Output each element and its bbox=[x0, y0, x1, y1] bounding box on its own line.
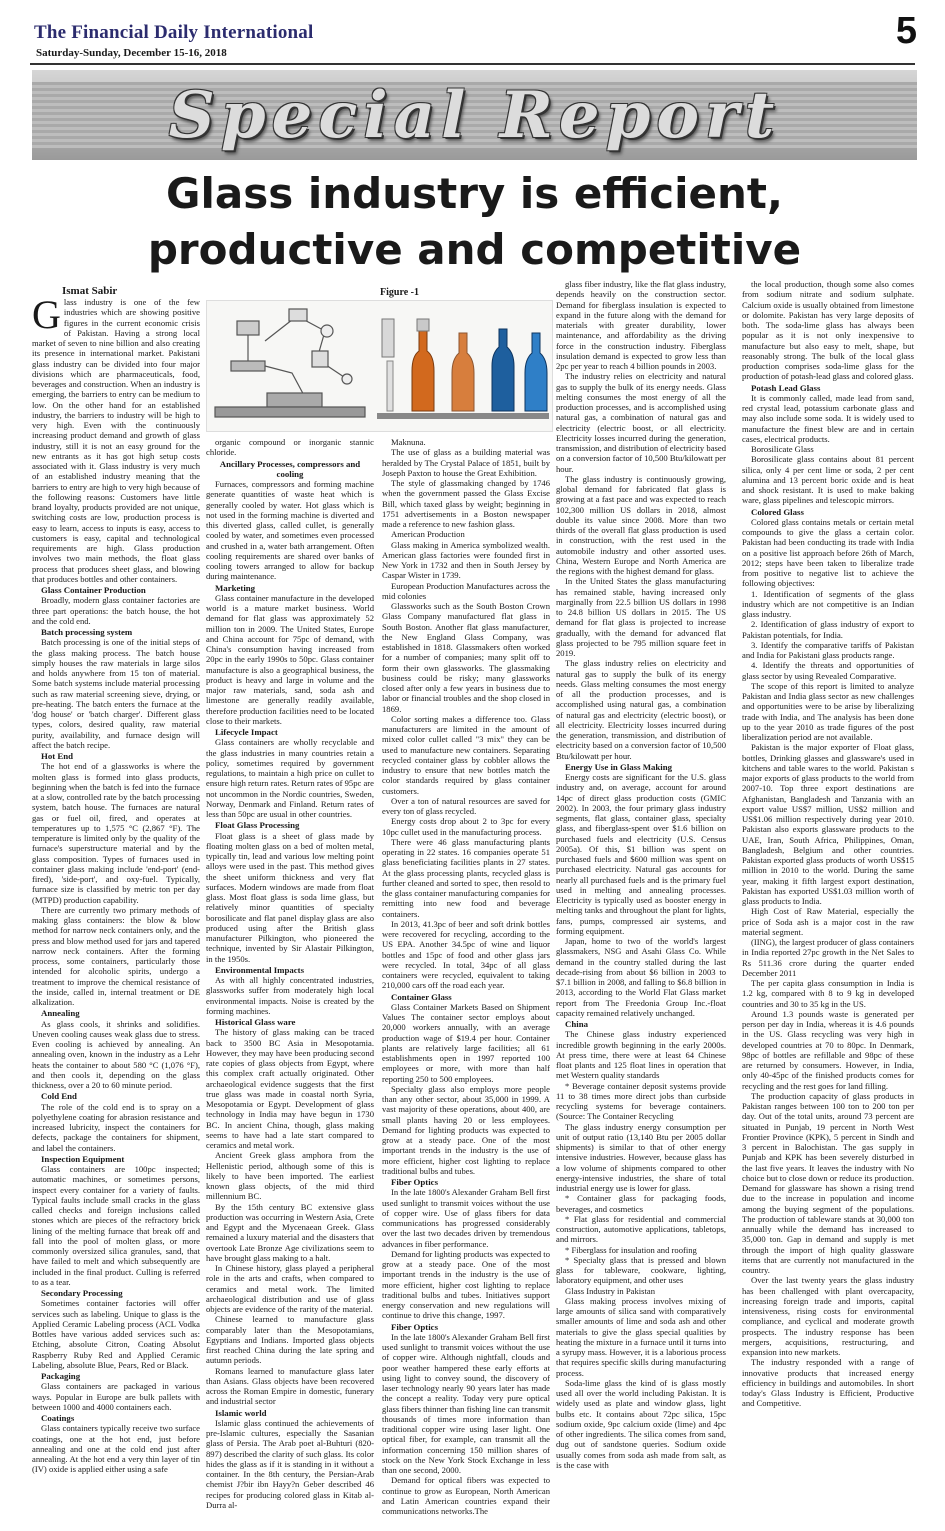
paragraph: Borosilicate Glass bbox=[751, 444, 814, 454]
subheading: Secondary Processing bbox=[41, 1288, 123, 1298]
paragraph: Soda-lime glass the kind of is glass mostly used all over the world including Pakistan. It is widely used as plate and window glass, light bulbs etc. It contains about 72pc silica, 15pc sodium oxide, 9pc calcium oxide (lime) and 4pc of other ingredients. The silica comes from sand, dug out of sandstone queries. Sodium oxide usually comes from soda ash made from salt, as is the case with bbox=[556, 1377, 726, 1470]
bottle-stages bbox=[377, 319, 549, 419]
byline: Ismat Sabir bbox=[62, 285, 118, 297]
paragraph: Furnaces, compressors and forming machine generate quantities of waste heat which is generally cooled by water. Hot glass which is not used in the forming machine is diverted and this diverted glass, called cullet, is generally cooled by water, and sometimes even processed and crushed in a, water bath arrangement. Often cooling requirements are shared over banks of cooling towers arranged to allow for backup during maintenance. bbox=[206, 479, 374, 582]
paragraph: Around 1.3 pounds waste is generated per person per day in India, whereas it is 4.6 pounds in the US. Glass recycling was very high in developed countries at 70 to 80pc. In Denmark, 98pc of bottles are refillable and 98pc of these are returned by consumers. However, in India, only 40-45pc of the finished products comes for recycling and the rest goes for land filling. bbox=[742, 1008, 914, 1091]
paragraph: There are currently two primary methods of making glass containers: the blow & blow method for narrow neck containers only, and the press and blow method used for jars and tapered narrow neck containers. After the forming process, some containers, particularly those intended for alcoholic spirits, undergo a treatment to improve the chemical resistance of the inside, called in, internal treatment or DE alkalization. bbox=[32, 904, 200, 1007]
subheading: Cold End bbox=[41, 1091, 77, 1102]
paragraph: Glass making process involves mixing of large amounts of silica sand with comparatively smaller amounts of lime and soda ash and other materials to give the glass special qualities by heating the mixture in a furnace until it turns into a syrupy mass. However, it is a laborious process that requires specific skills during manufacturing process. bbox=[556, 1295, 726, 1378]
paragraph: the local production, though some also comes from sodium nitrate and sodium sulphate. Calcium oxide is usually obtained from limestone or dolomite. Pakistan has very large deposits of both. The soda-lime glass has always been popular as it is not only inexpensive to manufacture but also easy to melt, shape, but reasonably strong. The bulk of the local glass production comprises soda-lime glass for the production of potash-lead glass and colored glass. bbox=[742, 279, 914, 382]
subheading: Container Glass bbox=[391, 991, 452, 1002]
paragraph: The use of glass as a building material was heralded by The Crystal Palace of 1851, built by Joseph Paxton to house the Great Exhibition. bbox=[382, 447, 550, 478]
paragraph: 3. Identify the comparative tariffs of Pakistan and India for Pakistani glass products range. bbox=[742, 639, 914, 660]
paragraph: 2. Identification of glass industry of export to Pakistan potentials, for India. bbox=[742, 619, 914, 640]
paragraph: The history of glass making can be traced back to 3500 BC Asia in Mesopotamia. However, they may have been producing second rate copies of glass objects from Egypt, where this complex craft actually originated. Other archaeological evidence suggests that the first true glass was made in coastal north Syria, Mesopotamia or Egypt. Development of glass technology in India may have begun in 1730 BC. In ancient China, though, glass making seems to have had a late start compared to ceramics and metal work. bbox=[206, 1027, 374, 1150]
paragraph: Romans learned to manufacture glass later than Asians. Glass objects have been recovered across the Roman Empire in domestic, funerary and industrial sector bbox=[206, 1365, 374, 1407]
paragraph: Energy costs drop about 2 to 3pc for every 10pc cullet used in the manufacturing process. bbox=[382, 816, 550, 837]
paragraph: Ancient Greek glass amphora from the Hellenistic period, although some of this is likely to have been imported. The earliest known glass objects, of the mid third millennium BC. bbox=[206, 1150, 374, 1202]
paragraph: Glass containers are packaged in various ways. Popular in Europe are bulk pallets with between 1000 and 4000 containers each. bbox=[32, 1381, 200, 1412]
paragraph: Specialty glass also employs more people than any other sector, about 35,000 in 1999. A vast majority of these operations, about 400, are small plants having 20 or less employees. Demand for lighting products was expected to grow at a steady pace. One of the most important trends in the industry is the use of more efficient, higher cost lighting to replace traditional bulbs and tubes. bbox=[382, 1083, 550, 1176]
subheading: Fiber Optics bbox=[391, 1321, 438, 1332]
paragraph: European Production Manufactures across the mid colonies bbox=[382, 580, 550, 601]
paragraph: The role of the cold end is to spray on a polyethylene coating for abrasion resistance and increased lubricity, inspect the containers for defects, package the containers for shipment, and label the containers. bbox=[32, 1101, 200, 1153]
section-label: Special Report bbox=[168, 78, 781, 153]
issue-date: Saturday-Sunday, December 15-16, 2018 bbox=[36, 47, 227, 59]
paragraph: Glass making in America symbolized wealth. American glass factories were founded first in New York in 1732 and then in South Jersey by Caspar Wister in 1739. bbox=[382, 539, 550, 581]
article-column-1 bbox=[32, 297, 200, 1525]
paragraph: * Specialty glass that is pressed and blown glass for tableware, cookware, lighting, laboratory equipment, and other uses bbox=[556, 1254, 726, 1286]
subheading: Environmental Impacts bbox=[215, 964, 305, 975]
paragraph: In the late 1800's Alexander Graham Bell first used sunlight to transmit voices without the use of copper wire. Use of glass fibers for data communications has progressed considerably over the last two decades driven by tremendous advances in fiber performance. bbox=[382, 1187, 550, 1249]
paragraph: Over a ton of natural resources are saved for every ton of glass recycled. bbox=[382, 795, 550, 816]
masthead-rule bbox=[30, 63, 915, 65]
paragraph: Japan, home to two of the world's largest glassmakers, NSG and Asahi Glass Co. While demand in the country stalled during the last decade-rising from about $6 billion in 2003 to $7.1 billion in 2008, and falling to $6.8 billion in 2013, according to the World Flat Glass market report from The Freedonia Group Inc.-float capacity remained relatively unchanged. bbox=[556, 936, 726, 1018]
paragraph: In Chinese history, glass played a peripheral role in the arts and crafts, when compared to ceramics and metal work. The limited archaeological distribution and use of glass objects are evidence of the rarity of the material. bbox=[206, 1263, 374, 1314]
paragraph: Chinese learned to manufacture glass comparably later than the Mesopotamians, Egyptians and Indians. Imported glass objects first reached China during the late spring and autumn periods. bbox=[206, 1314, 374, 1366]
paragraph: Glass Container Markets Based on Shipment Values The container sector employs about 20,000 workers annually, with an average production wage of $19.4 per hour. Container plants are relatively large facilities; all 61 establishments open in 1997 reported 100 employees or more, with more than half reporting 250 to 500 employees. bbox=[382, 1001, 550, 1084]
paragraph: The industry responded with a range of innovative products that increased energy efficiency in buildings and automobiles. In short today's Glass Industry is Efficient, Productive and Competitive. bbox=[742, 1357, 914, 1409]
paragraph: There were 46 glass manufacturing plants operating in 22 states. 16 companies operate 51 glass beneficiating facilities plants in 27 states. At the glass processing plants, recycled glass is further cleaned and sorted to spec, then resold to the glass container manufacturing companies for remitting into new food and beverage containers. bbox=[382, 836, 550, 919]
drop-cap: G bbox=[32, 297, 61, 337]
paragraph: Glass container manufacture in the developed world is a mature market business. World demand for flat glass was approximately 52 million ton in 2009. The United States, Europe and China account for 75pc of demand, with China's consumption having increased from 20pc in the early 1990s to 50pc. Glass container manufacture is also a geographical business, the product is heavy and large in volume and the major raw materials, sand, soda ash and limestone are generally readily available, therefore production facilities need to be located close to their markets. bbox=[206, 592, 374, 726]
paragraph: By the 15th century BC extensive glass production was occurring in Western Asia, Crete and Egypt and the Mycenaean Greek. Glass remained a luxury material and the disasters that overtook Late Bronze Age civilizations seem to have brought glass making to a halt. bbox=[206, 1201, 374, 1263]
subheading: Glass Container Production bbox=[41, 585, 146, 595]
paragraph: Islamic glass continued the achievements of pre-Islamic cultures, especially the Sasanian glass of Persia. The Arab poet al-Buhturi (820-897) described the clarity of such glass. Its color hides the glass as if it is standing in it without a container. In the 8th century, the Persian-Arab chemist J?bir ibn Hayy?n Geber described 46 recipes for producing colored glass in Kitab al-Durra al- bbox=[206, 1417, 374, 1510]
subheading: Fiber Optics bbox=[391, 1177, 438, 1187]
paper-name: The Financial Daily International bbox=[34, 22, 314, 43]
paragraph: * Container glass for packaging foods, beverages, and cosmetics bbox=[556, 1193, 726, 1214]
paragraph: * Fiberglass for insulation and roofing bbox=[565, 1244, 697, 1255]
paragraph: 1. Identification of segments of the glass industry which are not competitive is an Indian glass industry. bbox=[742, 588, 914, 619]
subheading: Lifecycle Impact bbox=[215, 727, 278, 737]
paragraph: Glass containers typically receive two surface coatings, one at the hot end, just before annealing and one at the cold end just after annealing. At the hot end a very thin layer of tin (IV) oxide is applied either using a safe bbox=[32, 1423, 200, 1475]
paragraph: Batch processing is one of the initial steps of the glass making process. The batch house simply houses the raw materials in large silos and holds anywhere from 15 ton of material. Some batch systems include material processing such as raw material screening sieve, drying, or pre-heating. The batch enters the furnace at the 'dog house' or 'batch charger'. Different glass types, colors, desired quality, raw material purity, availability, and furnace design will affect the batch recipe. bbox=[32, 637, 200, 750]
paragraph: Maknuna. bbox=[391, 437, 426, 447]
paragraph: As with all highly concentrated industries, glassworks suffer from moderately high local environmental impacts. Noise is created by the forming machines. bbox=[206, 975, 374, 1016]
paragraph: Demand for optical fibers was expected to continue to grow as European, North American and Latin American countries expand their communications networks.The bbox=[382, 1475, 550, 1516]
paragraph: The industry relies on electricity and natural gas to supply the bulk of its energy needs. Glass melting consumes the most energy of all the production processes, and is accomplished using natural gas, a combination of natural gas and electricity (electric boost, or all electricity. Electricity losses incurred during the generation, transmission, and distribution of electricity based on a conversion factor of 10,500 Btu/kilowatt per hour. bbox=[556, 371, 726, 474]
subheading: Packaging bbox=[41, 1371, 81, 1381]
paragraph: High Cost of Raw Material, especially the price of Soda ash is a major cost in the raw material segment. bbox=[742, 906, 914, 937]
paragraph: Broadly, modern glass container factories are three part operations: the batch house, the hot and the cold end. bbox=[32, 595, 200, 626]
paragraph: Glass containers are 100pc inspected; automatic machines, or sometimes persons, inspect every container for a variety of faults. Typical faults include small cracks in the glass called checks and foreign inclusions called stones which are pieces of the refractory brick lining of the melting furnace that break off and fall into the pool of molten glass, or more commonly oversized silica granules, sand, that have failed to melt and which subsequently are included in the final product. Culling is referred to as a tear. bbox=[32, 1164, 200, 1287]
paragraph: Pakistan is the major exporter of Float glass, bottles, Drinking glasses and glassware's used in kitchens and table wares to the world. Pakistan s major exports of glass products to the world from 2007-10. Top three export destinations are Afghanistan, Bangladesh and Tanzania with an export value US$7 million, US$2 million and US$1.06 million respectively during year 2010. Pakistan also exports glassware products to the UAE, Iran, South Africa, Philippines, Oman, Bangladesh, Belgium and other countries. Pakistan exported glass products of worth US$15 million in 2010 to the world. During the same year, making it fifth largest export destination, Pakistan has exported US$1.03 million worth of glass products to India. bbox=[742, 742, 914, 906]
subheading: Colored Glass bbox=[751, 506, 804, 517]
article-column-5 bbox=[742, 279, 914, 1525]
paragraph: Glass containers are wholly recyclable and the glass industries in many countries retain a policy, sometimes required by government regulations, to maintain a high price on cullet to ensure high return rates. Return rates of 95pc are not uncommon in the Nordic countries, Sweden, Norway, Denmark and Finland. Return rates of less than 50pc are usual in other countries. bbox=[206, 737, 374, 819]
figure-glass-machinery bbox=[206, 300, 553, 432]
paragraph: American Production bbox=[391, 529, 465, 540]
paragraph: In 2013, 41.3pc of beer and soft drink bottles were recovered for recycling, according to the US EPA. Another 34.5pc of wine and liquor bottles and 15pc of food and other glass jars were recycled. In total, 34pc of all glass containers were recycled, equivalent to taking 210,000 cars off the road each year. bbox=[382, 918, 550, 991]
paragraph: Sometimes container factories will offer services such as labeling. Unique to glass is the Applied Ceramic Labeling process (ACL Vodka Bottles have various added services such as: Etching, absolute Citron, Coating Absolut Raspberry Ruby Red and Applied Ceramic Labeling, absolute Blue, Pears, Red or Black. bbox=[32, 1298, 200, 1370]
section-banner bbox=[32, 70, 917, 160]
paragraph: Glass industry is one of the few industries which are showing positive figures in the current economic crisis of Pakistan. Having a strong local market of seven to nine billion and also creating its presence in international market. Pakistani glass industry can be divided into four major divisions which are pharmaceuticals, food, beverages and construction. When an industry is emerging, the barriers to entry can be medium to low. On the other hand for an established industry, the barriers to industry will be high to very high. Even with the continuously increasing product demand and growth of glass industry, still it is not an easy ground for the new entrants as it has got high setup costs associated with it. Glass industry is very much of an established industry meaning that the barriers to entry are high to very high because of the following reasons: Customers have little brand loyalty, products provided are not unique, switching costs are low, production process is easy to learn, access to inputs is easy, access to customers is easy, capital and technological requirements are high. Glass production involves two main methods, the float glass process that produces sheet glass, and blowing that produces bottles and other containers. bbox=[32, 297, 200, 584]
paragraph: * Beverage container deposit systems provide 11 to 38 times more direct jobs than curbside recycling systems for beverage containers. (Source: The Container Recycling bbox=[556, 1080, 726, 1122]
paragraph: In the United States the glass manufacturing has remained stable, having increased only marginally from 22.5 billion US dollars in 1998 to 24.8 billion US dollars in 2015. The US demand for flat glass is projected to increase gradually, with the demand for advanced flat glass projected to be 795 million square feet in 2019. bbox=[556, 576, 726, 658]
article-column-3 bbox=[382, 437, 550, 1525]
paragraph: The Chinese glass industry experienced incredible growth beginning in the early 2000s. At press time, there were at least 64 Chinese float plants and 125 float lines in operation that met Western quality standards bbox=[556, 1029, 726, 1081]
subheading: Energy Use in Glass Making bbox=[565, 761, 673, 772]
masthead bbox=[0, 0, 945, 64]
subheading: Hot End bbox=[41, 751, 74, 761]
paragraph: The glass industry energy consumption per unit of output ratio (13,140 Btu per 2005 dollar shipments) is similar to that of other energy intensive industries. However, because glass has a low volume of shipments compared to other energy-intensive industries, the share of total industrial energy use is lower for glass. bbox=[556, 1121, 726, 1193]
headline: Glass industry is efficient, productive and competitive bbox=[147, 169, 802, 274]
paragraph: 4. Identify the threats and opportunities of glass sector by using Revealed Comparative. bbox=[742, 660, 914, 681]
bottle-forming-illustration bbox=[207, 301, 552, 431]
paragraph: The style of glassmaking changed by 1746 when the government passed the Glass Excise Bill, which taxed glass by weight; beginning in 1751 advertisements in a Boston newspaper made a reference to new fashion glass. bbox=[382, 478, 550, 529]
subheading: Inspection Equipment bbox=[41, 1153, 125, 1164]
subheading: Ancillary Processes, compressors and cooling bbox=[219, 458, 361, 479]
subheading: China bbox=[565, 1019, 588, 1029]
paragraph: The scope of this report is limited to analyze Pakistan and India glass sector as new challenges and opportunities were to be arise by liberalizing trade with India, and The analysis has been done up to the year 2010 as trade figures of the post liberalization period are not available. bbox=[742, 680, 914, 742]
paragraph: Glassworks such as the South Boston Crown Glass Company manufactured flat glass in South Boston. Another flat glass manufacturer, the New England Glass Company, was established in 1818. Glassmakers often worked for a number of companies; many split off to form their own glassworks. The glassmaking business could be risky; many glassworks closed after only a few years in business due to labor or financial troubles and the shop closed in 1869. bbox=[382, 601, 550, 714]
paragraph: glass fiber industry, like the flat glass industry, depends heavily on the construction sector. Demand for fiberglass insulation is expected to expand in the future along with the demand for materials with greater durability, lower maintenance, and affordability as the driving force in the construction industry. Fiberglass insulation demand is expected to grow less than 2pc per year to reach 4 billion pounds in 2003. bbox=[556, 279, 726, 371]
page-number: 5 bbox=[895, 10, 917, 52]
subheading: Batch processing system bbox=[41, 627, 133, 637]
paragraph: In the late 1800's Alexander Graham Bell first used sunlight to transmit voices without the use of copper wire. Although nightfall, clouds and poor weather hampered these early efforts at using light to convey sound, the discovery of laser technology nearly 90 years later has made the concept a reality. Today very pure optical glass fibers thinner than fishing line can transmit thousands of times more information than traditional copper wire using laser light. One optical fiber, for example, can transmit all the information concerning 150 million shares of stock on the New York Stock Exchange in less than one second, 2000. bbox=[382, 1331, 550, 1475]
paragraph: The glass industry is continuously growing, global demand for fabricated flat glass is growing at a fast pace and was expected to reach 102,300 million US dollars in 2018, almost double its value since 2008. More than two thirds of the overall flat glass production is used in construction, with the rest used in the automobile industry and other assorted uses. China, Western Europe and North America are the regions with the highest demand for glass. bbox=[556, 473, 726, 576]
paragraph: The glass industry relies on electricity and natural gas to supply the bulk of its energy needs. Glass melting consumes the most energy of all the production processes, and is accomplished using natural gas, a combination of natural gas and electricity (electric boost), or all electricity. Electricity losses incurred during the generation, transmission, and distribution of electricity based on a conversion factor of 10,500 Btu/kilowatt per hour. bbox=[556, 658, 726, 761]
paragraph: The per capita glass consumption in India is 1.2 kg, compared with 8 to 9 kg in developed countries and 30 to 35 kg in the US. bbox=[742, 978, 914, 1009]
subheading: Coatings bbox=[41, 1413, 75, 1423]
paragraph: The hot end of a glassworks is where the molten glass is formed into glass products, beginning when the batch is fed into the furnace at a slow, controlled rate by the batch processing system, batch house. The furnaces are natural gas or fuel oil, fired, and operates at temperatures up to 1,575 °C (2,867 °F). The temperature is limited only by the quality of the furnace's superstructure material and by the glass composition. Types of furnaces used in container glass making include 'end-port' (end-fired), 'side-port', and oxy-fuel. Typically, furnace size is classified by metric ton per day (MTPD) production capability. bbox=[32, 761, 200, 905]
paragraph: Borosilicate glass contains about 81 percent silica, only 4 per cent lime or soda, 2 per cent alumina and 13 percent boric oxide and is heat and shock resistant. It is used to make baking ware, glass pipelines and telescopic mirrors. bbox=[742, 454, 914, 506]
paragraph: (IING), the largest producer of glass containers in India reported 27pc growth in the Net Sales to Rs 511.36 crore during the quarter ended December 2011 bbox=[742, 937, 914, 978]
paragraph: As glass cools, it shrinks and solidifies. Uneven cooling causes weak glass due to stress. Even cooling is achieved by annealing. An annealing oven, known in the industry as a Lehr heats the container to about 580 °C (1,076 °F), and then cools it, depending on the glass thickness, over a 20 to 60 minute period. bbox=[32, 1018, 200, 1090]
paragraph: It is commonly called, made lead from sand, red crystal lead, potassium carbonate glass and may also include some soda. It is widely used to manufacture the finest blew are and in certain cases, electrical products. bbox=[742, 392, 914, 444]
subheading: Islamic world bbox=[215, 1407, 267, 1418]
paragraph: Energy costs are significant for the U.S. glass industry and, on average, account for around 14pc of direct glass production costs (GMIC 2002). In 2003, the four primary glass industry segments, flat glass, container glass, specialty glass, and fiberglass-spent over $1.6 billion on purchased fuels and electricity (U.S. Census 2005a). Of this, $1 billion was spent on purchased fuels and $600 million was spent on purchased electricity. Natural gas accounts for nearly all purchased fuels and is the primary fuel used in melting and annealing processes. Electricity is typically used as booster energy in melting tanks and throughout the plant for lights, fans, pumps, compressed air systems, and forming equipment. bbox=[556, 772, 726, 936]
paragraph: Demand for lighting products was expected to grow at a steady pace. One of the most important trends in the industry is the use of more efficient, higher cost lighting to replace traditional bulbs and tubes. Initiatives support energy conservation and new regulations will continue to drive this change, 1997. bbox=[382, 1248, 550, 1321]
paragraph: Float glass is a sheet of glass made by floating molten glass on a bed of molten metal, typically tin, lead and various low melting point alloys were used in the past. This method gives the sheet uniform thickness and very flat surfaces. Modern windows are made from float glass. Most float glass is soda lime glass, but relatively minor quantities of specialty borosilicate and flat panel display glass are also produced using after the British glass manufacturer Pilkington, who pioneered the technique, invented by Sir Alastair Pilkington, in the 1950s. bbox=[206, 830, 374, 964]
paragraph: Glass Industry in Pakistan bbox=[565, 1285, 655, 1296]
subheading: Annealing bbox=[41, 1008, 80, 1019]
paragraph: Color sorting makes a difference too. Glass manufacturers are limited in the amount of mixed color cullet called "3 mix" they can be used to manufacture new containers. Separating recycled container glass by cobbler allows the industry to ensure that new bottles match the color standards required by glass container customers. bbox=[382, 713, 550, 796]
subheading: Marketing bbox=[215, 582, 256, 593]
article-column-4 bbox=[556, 279, 726, 1525]
paragraph: * Flat glass for residential and commercial construction, automotive applications, tabletops, and mirrors. bbox=[556, 1213, 726, 1245]
subheading: Historical Glass ware bbox=[215, 1017, 296, 1027]
subheading: Potash Lead Glass bbox=[751, 382, 821, 393]
paragraph: Colored glass contains metals or certain metal compounds to give the glass a certain color. Pakistan had been conducting its trade with India on a positive list approach before 26th of March, 2012; steps have been taken to liberalize trade from positive to negative list to achieve the following objectives: bbox=[742, 516, 914, 589]
figure-caption: Figure -1 bbox=[380, 287, 419, 298]
article-column-2 bbox=[206, 437, 374, 1525]
paragraph: organic compound or inorganic stannic chloride. bbox=[206, 437, 374, 458]
paragraph: Over the last twenty years the glass industry has been challenged with plant overcapacity, increasing foreign trade and imports, capital intensiveness, rising costs for environmental compliance, and cyclical and moderate growth prospects. The industry response has been mergers, acquisitions, restructuring, and expansion into new markets. bbox=[742, 1275, 914, 1357]
paragraph: The production capacity of glass products in Pakistan ranges between 100 ton to 200 ton per day. Out of the total units, around 73 percent are situated in Punjab, 19 percent in North West Frontier Province (KPK), 5 percent in Sindh and 3 percent in Balochistan. The gas supply in Punjab and KPK has been severely disturbed in the last five years. It leaves the industry with No choice but to close down or reduce its production. Demand for glassware has shown a rising trend due to the increase in population and income among the buying segment of the populations. The production of tableware stands at 30,000 ton annually while the demand has increased to 35,000 ton. Gap in demand and supply is met through the import of high quality glassware items that are currently not manufactured in the country. bbox=[742, 1090, 914, 1275]
subheading: Float Glass Processing bbox=[215, 820, 300, 831]
